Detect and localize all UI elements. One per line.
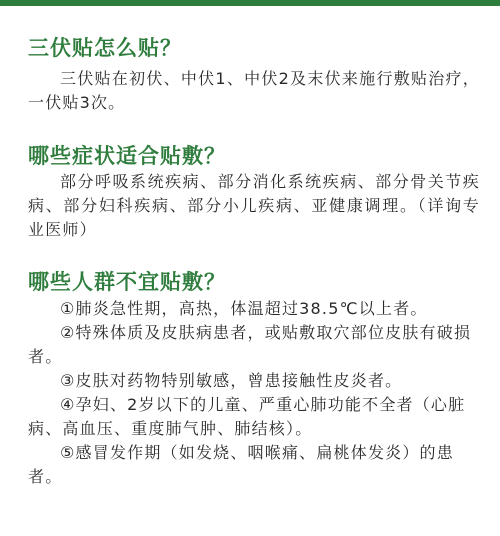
section-title-how-to-apply: 三伏贴怎么贴？ — [28, 36, 182, 60]
list-item: ③皮肤对药物特别敏感，曾患接触性皮炎者。 — [60, 371, 403, 390]
section-body-suitable-symptoms: 部分呼吸系统疾病、部分消化系统疾病、部分骨关节疾病、部分妇科疾病、部分小儿疾病、亚健康调理。（详询专业医师） — [28, 172, 480, 239]
list-item: ④孕妇、2岁以下的儿童、严重心肺功能不全者（心脏病、高血压、重度肺气肿、肺结核）。 — [28, 395, 466, 438]
section-title-unsuitable-groups: 哪些人群不宜贴敷？ — [28, 270, 226, 294]
section-body-how-to-apply: 三伏贴在初伏、中伏1、中伏2及末伏来施行敷贴治疗，一伏贴3次。 — [28, 69, 480, 112]
list-item: ①肺炎急性期，高热，体温超过38.5℃以上者。 — [60, 299, 428, 318]
list-item: ②特殊体质及皮肤病患者，或贴敷取穴部位皮肤有破损者。 — [28, 323, 472, 366]
unsuitable-groups-list — [28, 297, 480, 489]
section-title-suitable-symptoms: 哪些症状适合贴敷？ — [28, 144, 226, 168]
top-decorative-bar — [0, 0, 500, 6]
list-item: ⑤感冒发作期（如发烧、咽喉痛、扁桃体发炎）的患者。 — [28, 443, 454, 486]
